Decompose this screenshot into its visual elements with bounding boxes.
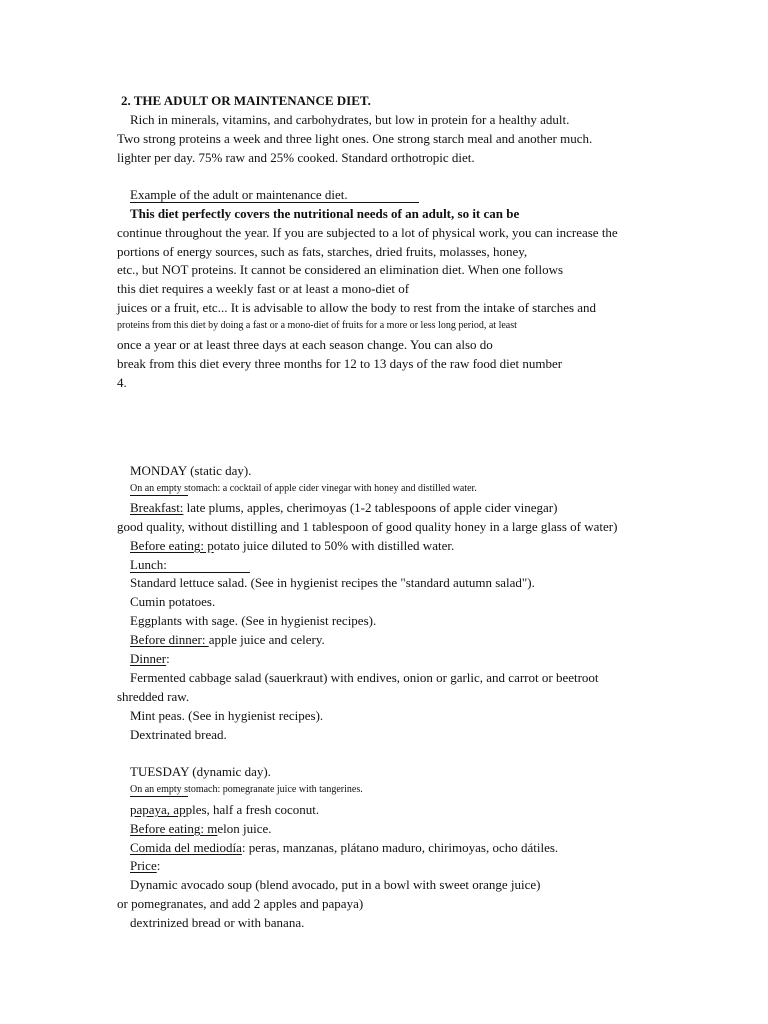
dinner-colon: : [166,651,170,666]
monday-before-eating [130,538,454,554]
body-line-6: proteins from this diet by doing a fast or a mono-diet of fruits for a more or less long period, at least [117,320,517,331]
before-eating-text: otato juice diluted to 50% with distilled water. [213,538,455,553]
body-line-7: once a year or at least three days at each season change. You can also do [117,337,493,352]
tuesday-before-eating-text: elon juice. [217,821,272,836]
lunch-underline [130,572,250,573]
section-title: 2. THE ADULT OR MAINTENANCE DIET. [121,93,371,108]
price-colon: : [156,858,161,873]
monday-empty-stomach: On an empty stomach: a cocktail of apple cider vinegar with honey and distilled water. [130,483,477,494]
first-meal-label: papaya, ap [130,802,186,817]
monday-before-dinner [130,632,325,648]
price-label: Price [130,858,157,873]
monday-breakfast-cont: good quality, without distilling and 1 tablespoon of good quality honey in a large glass of water) [117,519,618,534]
monday-lunch-item-1: Standard lettuce salad. (See in hygienist recipes the "standard autumn salad"). [130,575,535,590]
tuesday-before-eating [130,821,272,837]
tuesday-price-item-2: dextrinized bread or with banana. [130,915,305,930]
body-line-2: portions of energy sources, such as fats, starches, dried fruits, molasses, honey, [117,244,528,259]
monday-dinner-item-2: Mint peas. (See in hygienist recipes). [130,708,324,723]
tuesday-price-item-1-cont: or pomegranates, and add 2 apples and papaya) [117,896,364,911]
tuesday-empty-stomach: On an empty stomach: pomegranate juice with tangerines. [130,784,363,795]
body-line-1: continue throughout the year. If you are subjected to a lot of physical work, you can increase the [117,225,618,240]
monday-lunch-item-2: Cumin potatoes. [130,594,216,609]
comida-label: Comida del mediodía [130,840,242,855]
tuesday-empty-stomach-rule [130,796,188,797]
monday-title: MONDAY (static day). [130,463,252,478]
tuesday-price-item-1: Dynamic avocado soup (blend avocado, put in a bowl with sweet orange juice) [130,877,541,892]
before-dinner-text: apple juice and celery. [208,632,325,647]
body-line-3: etc., but NOT proteins. It cannot be considered an elimination diet. When one follows [117,262,564,277]
before-eating-label: Before eating: p [130,538,214,553]
monday-empty-stomach-rule [130,495,188,496]
first-meal-text: ples, half a fresh coconut. [185,802,320,817]
comida-text: : peras, manzanas, plátano maduro, chirimoyas, ocho dátiles. [241,840,559,855]
intro-line-3: lighter per day. 75% raw and 25% cooked. Standard orthotropic diet. [117,150,475,165]
monday-dinner-label [130,651,170,667]
breakfast-label: Breakfast: [130,500,184,515]
bold-lead: This diet perfectly covers the nutritional needs of an adult, so it can be [130,206,520,221]
intro-line-1: Rich in minerals, vitamins, and carbohydrates, but low in protein for a healthy adult. [130,112,570,127]
tuesday-price-label [130,858,160,874]
monday-lunch-item-3: Eggplants with sage. (See in hygienist recipes). [130,613,377,628]
monday-dinner-item-1-cont: shredded raw. [117,689,190,704]
body-line-5: juices or a fruit, etc... It is advisable to allow the body to rest from the intake of starches and [117,300,597,315]
body-line-8: break from this diet every three months for 12 to 13 days of the raw food diet number [117,356,563,371]
monday-breakfast [130,500,557,516]
monday-dinner-item-3: Dextrinated bread. [130,727,227,742]
monday-dinner-item-1: Fermented cabbage salad (sauerkraut) with endives, onion or garlic, and carrot or beetroot [130,670,599,685]
body-line-4: this diet requires a weekly fast or at least a mono-diet of [117,281,410,296]
monday-lunch-label: Lunch: [130,557,167,572]
intro-line-2: Two strong proteins a week and three light ones. One strong starch meal and another much. [117,131,593,146]
example-heading-underline [130,202,419,203]
tuesday-first-meal [130,802,319,818]
tuesday-title: TUESDAY (dynamic day). [130,764,271,779]
dinner-label: Dinner [130,651,167,666]
before-dinner-label: Before dinner: [130,632,209,647]
body-line-9: 4. [117,375,127,390]
example-heading: Example of the adult or maintenance diet. [130,187,348,202]
tuesday-before-eating-label: Before eating: m [130,821,218,836]
breakfast-text: late plums, apples, cherimoyas (1-2 tablespoons of apple cider vinegar) [183,500,558,515]
tuesday-comida [130,840,558,856]
